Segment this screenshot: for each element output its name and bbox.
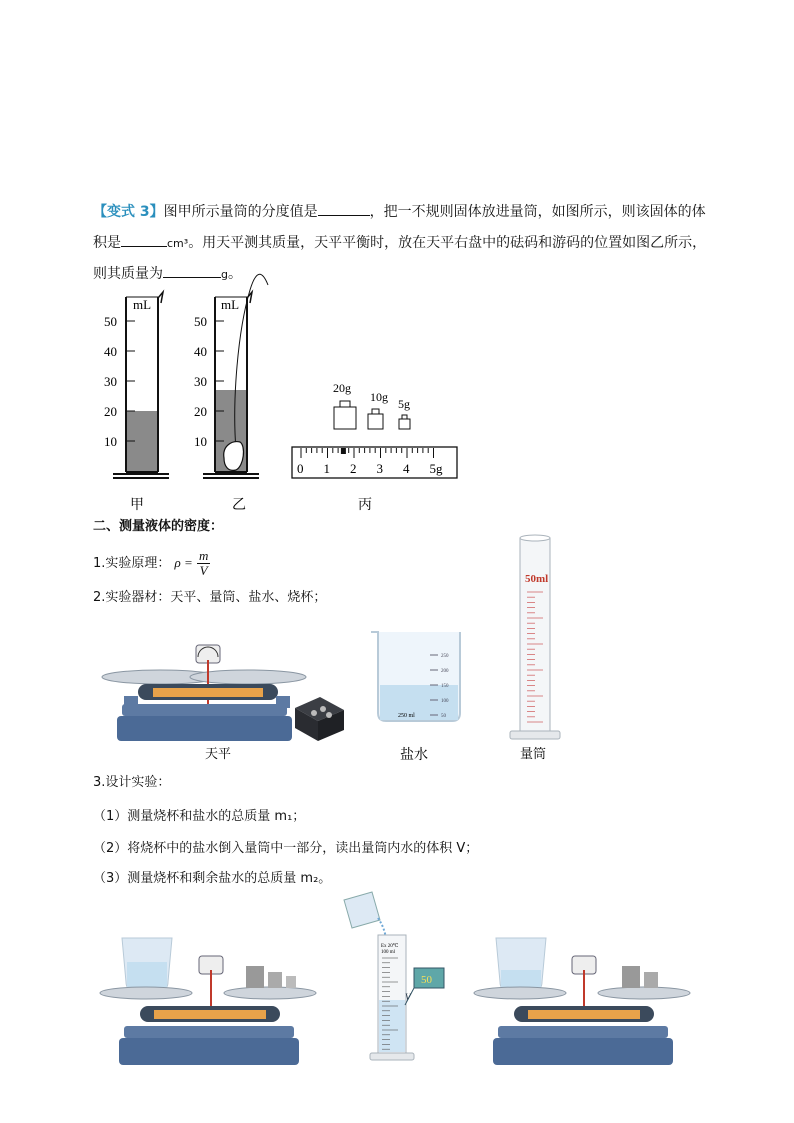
label-bing: 丙 <box>358 498 372 513</box>
formula-denominator: V <box>199 563 208 578</box>
beaker-mark-label: 250 <box>441 654 449 659</box>
weight-box-icon <box>295 697 344 741</box>
variant-tag: 【变式 3】 <box>93 204 164 220</box>
step-2: （2）将烧杯中的盐水倒入量筒中一部分，读出量筒内水的体积 V； <box>93 841 479 856</box>
formula-lhs: ρ = <box>174 555 193 570</box>
tick-label: 40 <box>194 344 207 359</box>
cylinder-a <box>104 292 169 478</box>
scale-label: 3 <box>376 461 383 476</box>
tick-label: 50 <box>104 314 117 329</box>
unit-label: mL <box>221 297 240 312</box>
question-text: ，把一不规则固体放进量筒，如图所示，则该固体的体 <box>369 204 706 220</box>
weight-label-20g: 20g <box>333 381 351 395</box>
reading-value: 50 <box>421 974 432 986</box>
tick-label: 10 <box>104 434 117 449</box>
balance-icon <box>102 645 306 741</box>
measurement-figure <box>0 0 794 520</box>
equipment-line: 2.实验器材：天平、量筒、盐水、烧杯； <box>93 590 327 605</box>
reading-symbol: V <box>405 992 411 1002</box>
weight-label-5g: 5g <box>398 397 410 411</box>
beaker-icon <box>371 632 460 721</box>
scale-label: 0 <box>297 461 304 476</box>
unit-label: mL <box>133 297 152 312</box>
step-1: （1）测量烧杯和盐水的总质量 m₁； <box>93 809 306 824</box>
scale-label: 5g <box>429 461 443 476</box>
tick-label: 20 <box>194 404 207 419</box>
cylinder-text-1: Ex 20℃ <box>381 944 399 949</box>
beaker-mark-label: 200 <box>441 669 449 674</box>
balance-left-icon <box>100 938 316 1065</box>
cylinder-text-2: 100 ml <box>381 950 396 955</box>
weight-5g <box>399 419 410 429</box>
question-text: 则其质量为 <box>93 266 163 282</box>
question-text: 图甲所示量筒的分度值是 <box>163 204 318 220</box>
rider-marker <box>341 448 346 454</box>
scale-label: 2 <box>350 461 357 476</box>
balance-right-icon <box>474 938 690 1065</box>
beaker-text: 250 ml <box>398 713 415 719</box>
step-3: （3）测量烧杯和剩余盐水的总质量 m₂。 <box>93 871 332 886</box>
experiment-figure <box>0 890 794 1070</box>
rider-scale <box>292 447 457 478</box>
label-balance: 天平 <box>205 746 232 761</box>
weight-label-10g: 10g <box>370 390 388 404</box>
label-yi: 乙 <box>232 498 246 513</box>
question-text: 积是 <box>93 235 121 251</box>
beaker-mark-label: 100 <box>441 699 449 704</box>
cylinder-b <box>194 274 268 478</box>
scale-label: 4 <box>403 461 410 476</box>
label-cylinder: 量筒 <box>520 746 547 761</box>
question-text: 。用天平测其质量，天平平衡时，放在天平右盘中的砝码和游码的位置如图乙所示， <box>188 235 707 251</box>
design-title: 3.设计实验： <box>93 775 171 790</box>
weights-group <box>333 381 410 429</box>
scale-label: 1 <box>323 461 330 476</box>
punct: 。 <box>227 266 242 282</box>
irregular-solid <box>224 442 244 471</box>
unit-text: cm³ <box>167 237 189 250</box>
cylinder-text: 50ml <box>525 573 549 585</box>
graduated-cylinder-icon <box>510 535 560 739</box>
weight-20g <box>334 407 356 429</box>
principle-label: 1.实验原理： <box>93 556 171 571</box>
unit-text: g <box>221 268 228 281</box>
tick-label: 40 <box>104 344 117 359</box>
section-title: 二、测量液体的密度： <box>93 519 224 534</box>
beaker-mark-label: 50 <box>441 714 446 719</box>
label-jia: 甲 <box>130 498 144 513</box>
beaker-mark-label: 150 <box>441 684 449 689</box>
tick-label: 20 <box>104 404 117 419</box>
label-saltwater: 盐水 <box>400 748 428 763</box>
tick-label: 30 <box>104 374 117 389</box>
tick-label: 50 <box>194 314 207 329</box>
pouring-cylinder-icon <box>344 892 444 1060</box>
weight-10g <box>368 414 383 429</box>
formula-numerator: m <box>198 548 209 563</box>
equipment-figure <box>0 520 794 770</box>
tick-label: 10 <box>194 434 207 449</box>
tick-label: 30 <box>194 374 207 389</box>
